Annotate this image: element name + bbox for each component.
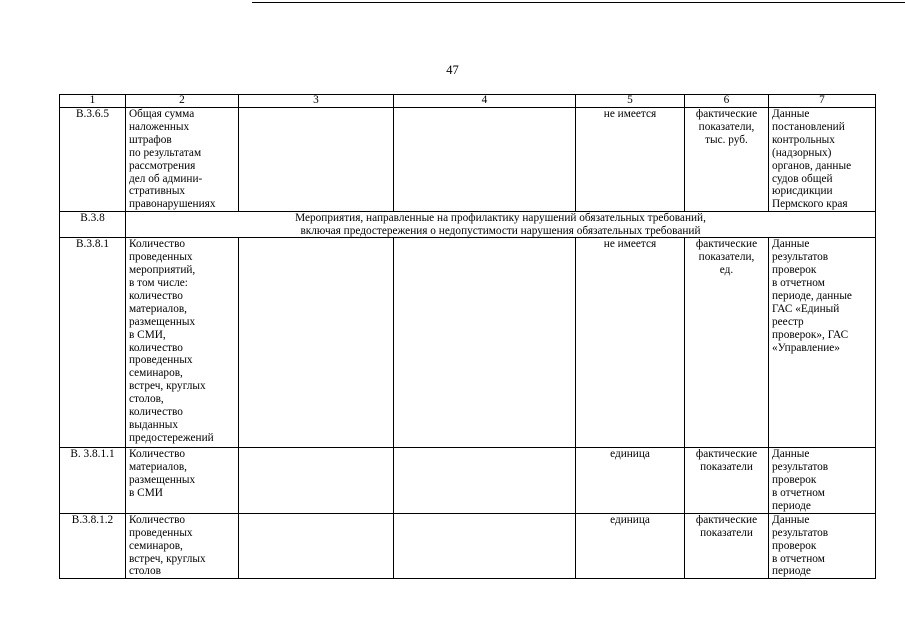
table-cell	[239, 513, 394, 579]
column-number: 1	[60, 95, 126, 108]
page-number: 47	[446, 63, 459, 77]
column-number: 6	[685, 95, 769, 108]
table-cell	[394, 238, 576, 448]
table-cell: единица	[576, 513, 685, 579]
column-number: 2	[126, 95, 239, 108]
table-cell: фактические показатели, ед.	[685, 238, 769, 448]
column-number: 3	[239, 95, 394, 108]
indicator-code: B.3.8.1	[60, 238, 126, 448]
section-code: B.3.8	[60, 212, 126, 238]
indicators-table	[59, 94, 876, 579]
section-row	[60, 212, 876, 238]
table-row	[60, 448, 876, 514]
indicator-code: B.3.8.1.2	[60, 513, 126, 579]
column-number-row	[60, 95, 876, 108]
indicator-name: Общая сумма наложенных штрафов по результатам рассмотрения дел об админи- стративных правонарушениях	[126, 108, 239, 212]
table-cell	[239, 448, 394, 514]
data-source-cell: Данные результатов проверок в отчетном периоде, данные ГАС «Единый реестр проверок», ГАС «Управление»	[769, 238, 876, 448]
column-number: 4	[394, 95, 576, 108]
column-number: 7	[769, 95, 876, 108]
indicator-code: B.3.6.5	[60, 108, 126, 212]
table-cell: не имеется	[576, 108, 685, 212]
top-border-line	[252, 2, 905, 3]
table-cell	[394, 108, 576, 212]
data-source-cell: Данные результатов проверок в отчетном периоде	[769, 513, 876, 579]
section-title: Мероприятия, направленные на профилактику нарушений обязательных требований, включая предостережения о недопустимости нарушения обязательных требований	[126, 212, 876, 238]
indicator-name: Количество материалов, размещенных в СМИ	[126, 448, 239, 514]
table-cell: не имеется	[576, 238, 685, 448]
table-cell	[394, 513, 576, 579]
table-cell: фактические показатели	[685, 448, 769, 514]
table-row	[60, 108, 876, 212]
table-row	[60, 513, 876, 579]
indicator-name: Количество проведенных семинаров, встреч, круглых столов	[126, 513, 239, 579]
table-cell: единица	[576, 448, 685, 514]
table-cell: фактические показатели	[685, 513, 769, 579]
column-number: 5	[576, 95, 685, 108]
indicator-name: Количество проведенных мероприятий, в том числе: количество материалов, размещенных в СМИ, количество проведенных семинаров, встреч, круглых столов, количество выданных предостережений	[126, 238, 239, 448]
table-cell	[394, 448, 576, 514]
table-cell: фактические показатели, тыс. руб.	[685, 108, 769, 212]
table-cell	[239, 238, 394, 448]
indicator-code: B. 3.8.1.1	[60, 448, 126, 514]
data-source-cell: Данные результатов проверок в отчетном периоде	[769, 448, 876, 514]
data-source-cell: Данные постановлений контрольных (надзорных) органов, данные судов общей юрисдикции Пермского края	[769, 108, 876, 212]
table-cell	[239, 108, 394, 212]
table-row	[60, 238, 876, 448]
